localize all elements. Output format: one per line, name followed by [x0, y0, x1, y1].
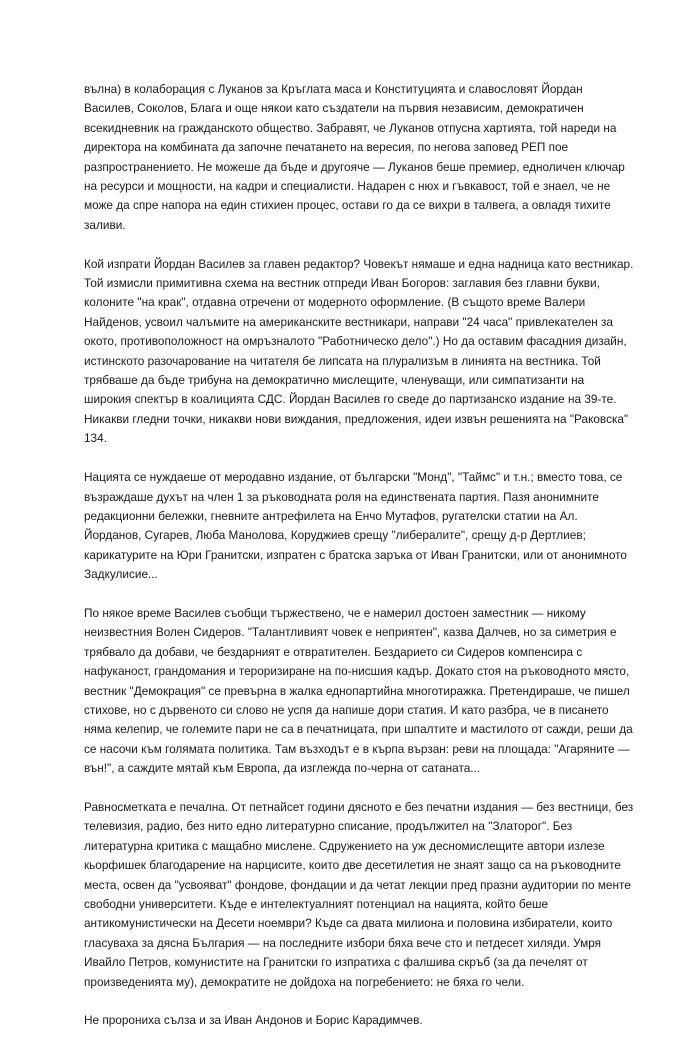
paragraph-3: Нацията се нуждаеше от меродавно издание, от български "Монд", "Таймс" и т.н.; вместо това, се възраждаше духът на член 1 за ръководната роля на единствената партия. Пазя анонимните редакционни бележки, гневните антрефилета на Енчо Мутафов, ругателски статии на Ал. Йорданов, Сугарев, Люба Манолова, Коруджиев срещу "либералите", срещу д-р Дертлиев; карикатурите на Юри Гранитски, изпратен с братска заръка от Иван Гранитски, или от анонимното Задкулисие... — [84, 470, 627, 582]
paragraph-2: Кой изпрати Йордан Василев за главен редактор? Човекът нямаше и една надница като вестникар. Той измисли примитивна схема на вестник отпреди Иван Богоров: заглавия без главни букви, колоните "на крак", отдавна отречени от модерното оформление. (В същото време Валери Найденов, усвоил чалъмите на американските вестникари, направи "24 часа" привлекателен за окото, противоположност на омръзналото "Работническо дело".) Но да оставим фасадния дизайн, истинското разочарование на читателя бе липсата на плурализъм в линията на вестника. Той трябваше да бъде трибуна на демократично мислещите, членуващи, или симпатизанти на широкия спектър в коалицията СДС. Йордан Василев го сведе до партизанско издание на 39-те. Никакви гледни точки, никакви нови виждания, предложения, идеи извън решенията на "Раковска" 134. — [84, 256, 634, 446]
paragraph-1: вълна) в колаборация с Луканов за Кръглата маса и Конституцията и славословят Йордан Василев, Соколов, Блага и още някои като създатели на първия независим, демократичен всекидневник на гражданското общество. Забравят, че Луканов отпусна хартията, той нареди на директора на комбината да започне печатането на вересия, по негова заповед РЕП пое разпространението. Не можеше да бъде и другояче — Луканов беше премиер, едноличен ключар на ресурси и мощности, на кадри и специалисти. Надарен с нюх и гъвкавост, той е знаел, че не може да спре напора на един стихиен процес, остави го да се вихри в талвега, а овладя тихите заливи. — [84, 82, 625, 232]
paragraph-4: По някое време Василев съобщи тържествено, че е намерил достоен заместник — никому неизвестния Волен Сидеров. "Талантливият човек е неприятен", казва Далчев, но за симетрия е трябвало да добави, че бездарният е отвратителен. Бездарието си Сидеров компенсира с нафуканост, грандомания и тероризиране на по-нисшия кадър. Докато стоя на ръководното място, вестник "Демокрация" се превърна в жалка еднопартийна многотиражка. Претендираше, че пишел стихове, но с дървеното си слово не успя да напише дори статия. И като разбра, че в писането няма келепир, че големите пари не са в печатницата, при шпалтите и мастилото от сажди, реши да се насочи към голямата политика. Там възходът е в кърпа вързан: реви на площада: "Агаряните — вън!", а саждите мятай към Европа, да изглежда по-черна от сатаната... — [84, 605, 633, 776]
paragraph-5: Равносметката е печална. От петнайсет години дясното е без печатни издания — без вестници, без телевизия, радио, без нито едно литературно списание, продължител на "Златорог". Без литературна критика с мащабно мислене. Сдружението на уж десномислещите автори излезе кьорфишек благодарение на нарцисите, които две десетилетия не знаят защо са на ръководните места, освен да "усвояват" фондове, фондации и да четат лекции пред празни аудитории по менте свободни университети. Къде е интелектуалният потенциал на нацията, който беше антикомунистически на Десети ноември? Къде са двата милиона и половина избиратели, които гласуваха за дясна България — на последните избори бяха вече сто и петдесет хиляди. Умря Ивайло Петров, комунистите на Гранитски го изпратиха с фалшива скръб (за да печелят от произведенията му), демократите не дойдоха на погребението: не бяха го чели. — [84, 799, 634, 989]
document-body — [84, 80, 634, 1050]
paragraph-6: Не проронихa сълза и за Иван Андонов и Борис Карадимчев. — [84, 1013, 423, 1028]
